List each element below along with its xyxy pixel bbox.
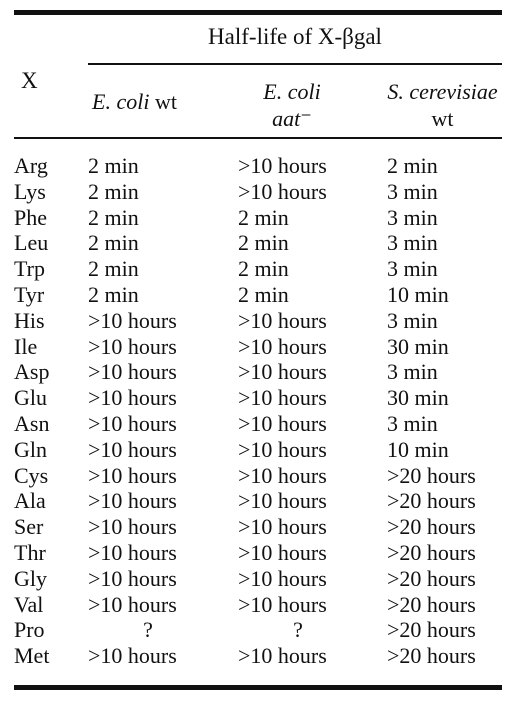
cell-ecoli-wt: 2 min	[88, 178, 139, 204]
cell-amino-acid: Phe	[14, 204, 47, 230]
table-row	[0, 256, 515, 282]
cell-ecoli-aat: >10 hours	[238, 410, 327, 436]
table-row	[0, 385, 515, 411]
cell-scerevisiae-wt: 30 min	[387, 385, 449, 411]
cell-amino-acid: Met	[14, 643, 50, 669]
cell-ecoli-aat: >10 hours	[238, 643, 327, 669]
cell-scerevisiae-wt: >20 hours	[387, 617, 476, 643]
cell-scerevisiae-wt: 3 min	[387, 307, 438, 333]
cell-ecoli-aat: 2 min	[238, 204, 289, 230]
table-row	[0, 282, 515, 308]
cell-ecoli-wt: >10 hours	[88, 385, 177, 411]
column-header-scerevisiae-wt	[380, 78, 505, 132]
column-header-organism: S. cerevisiae	[387, 79, 498, 104]
cell-ecoli-wt: 2 min	[88, 204, 139, 230]
cell-amino-acid: Ala	[14, 488, 46, 514]
cell-ecoli-aat: >10 hours	[238, 539, 327, 565]
header-rule	[14, 137, 502, 139]
cell-ecoli-aat: 2 min	[238, 281, 289, 307]
cell-ecoli-aat: >10 hours	[238, 488, 327, 514]
table-row	[0, 230, 515, 256]
cell-ecoli-aat: >10 hours	[238, 153, 327, 178]
cell-amino-acid: Ile	[14, 333, 38, 359]
cell-ecoli-aat: >10 hours	[238, 385, 327, 411]
cell-ecoli-wt: >10 hours	[88, 410, 177, 436]
cell-ecoli-aat: >10 hours	[238, 462, 327, 488]
cell-ecoli-wt: >10 hours	[88, 333, 177, 359]
cell-scerevisiae-wt: >20 hours	[387, 488, 476, 514]
cell-ecoli-aat: 2 min	[238, 230, 289, 256]
cell-scerevisiae-wt: 30 min	[387, 333, 449, 359]
cell-amino-acid: Tyr	[14, 281, 45, 307]
column-header-organism: E. coli	[263, 79, 321, 104]
cell-scerevisiae-wt: >20 hours	[387, 591, 476, 617]
cell-scerevisiae-wt: 3 min	[387, 359, 438, 385]
cell-scerevisiae-wt: 3 min	[387, 256, 438, 282]
table-row	[0, 308, 515, 334]
column-header-ecoli-wt	[78, 88, 212, 115]
cell-amino-acid: Lys	[14, 178, 46, 204]
cell-scerevisiae-wt: 3 min	[387, 410, 438, 436]
table-row	[0, 514, 515, 540]
cell-ecoli-wt: 2 min	[88, 256, 139, 282]
cell-amino-acid: Ser	[14, 514, 44, 540]
cell-ecoli-aat: >10 hours	[238, 307, 327, 333]
cell-ecoli-wt: >10 hours	[88, 462, 177, 488]
table-row	[0, 179, 515, 205]
table-body	[0, 153, 515, 669]
table-row	[0, 617, 515, 643]
table-row	[0, 334, 515, 360]
cell-ecoli-aat: ?	[293, 617, 303, 643]
table-row	[0, 205, 515, 231]
top-rule	[14, 10, 502, 15]
cell-ecoli-wt: >10 hours	[88, 565, 177, 591]
cell-scerevisiae-wt: 3 min	[387, 178, 438, 204]
cell-amino-acid: Asp	[14, 359, 50, 385]
table-row	[0, 153, 515, 179]
cell-scerevisiae-wt: >20 hours	[387, 539, 476, 565]
column-header-strain: wt	[431, 106, 454, 131]
cell-ecoli-aat: >10 hours	[238, 178, 327, 204]
cell-scerevisiae-wt: >20 hours	[387, 643, 476, 669]
cell-scerevisiae-wt: 10 min	[387, 281, 449, 307]
cell-amino-acid: Cys	[14, 462, 49, 488]
cell-ecoli-aat: >10 hours	[238, 591, 327, 617]
cell-scerevisiae-wt: 10 min	[387, 436, 449, 462]
cell-ecoli-wt: 2 min	[88, 153, 139, 178]
column-header-organism: E. coli	[92, 89, 150, 114]
cell-ecoli-wt: 2 min	[88, 230, 139, 256]
cell-ecoli-wt: ?	[143, 617, 153, 643]
cell-ecoli-aat: >10 hours	[238, 514, 327, 540]
table-row	[0, 592, 515, 618]
cell-ecoli-wt: 2 min	[88, 281, 139, 307]
table-row	[0, 643, 515, 669]
cell-ecoli-wt: >10 hours	[88, 591, 177, 617]
cell-ecoli-wt: >10 hours	[88, 436, 177, 462]
cell-ecoli-wt: >10 hours	[88, 359, 177, 385]
cell-amino-acid: Glu	[14, 385, 47, 411]
cell-amino-acid: Thr	[14, 539, 46, 565]
cell-ecoli-wt: >10 hours	[88, 514, 177, 540]
cell-amino-acid: Leu	[14, 230, 49, 256]
cell-amino-acid: Asn	[14, 410, 50, 436]
cell-scerevisiae-wt: >20 hours	[387, 462, 476, 488]
cell-ecoli-wt: >10 hours	[88, 539, 177, 565]
cell-amino-acid: Gly	[14, 565, 47, 591]
table-row	[0, 437, 515, 463]
cell-ecoli-aat: >10 hours	[238, 333, 327, 359]
cell-amino-acid: His	[14, 307, 45, 333]
cell-ecoli-wt: >10 hours	[88, 307, 177, 333]
cell-ecoli-aat: >10 hours	[238, 359, 327, 385]
cell-amino-acid: Trp	[14, 256, 45, 282]
table-row	[0, 566, 515, 592]
table-row	[0, 411, 515, 437]
cell-ecoli-wt: >10 hours	[88, 488, 177, 514]
cell-scerevisiae-wt: >20 hours	[387, 514, 476, 540]
column-header-strain: wt	[154, 89, 177, 114]
column-header-ecoli-aat	[232, 78, 352, 132]
cell-scerevisiae-wt: >20 hours	[387, 565, 476, 591]
row-header: X	[21, 68, 38, 93]
cell-scerevisiae-wt: 3 min	[387, 204, 438, 230]
cell-ecoli-wt: >10 hours	[88, 643, 177, 669]
bottom-rule	[14, 685, 502, 690]
cell-ecoli-aat: >10 hours	[238, 436, 327, 462]
cell-ecoli-aat: 2 min	[238, 256, 289, 282]
cell-amino-acid: Gln	[14, 436, 47, 462]
cell-scerevisiae-wt: 3 min	[387, 230, 438, 256]
column-header-strain: aat⁻	[272, 106, 312, 131]
group-header-rule	[88, 63, 502, 65]
cell-scerevisiae-wt: 2 min	[387, 153, 438, 178]
table-row	[0, 540, 515, 566]
cell-amino-acid: Val	[14, 591, 44, 617]
table-row	[0, 488, 515, 514]
group-header: Half-life of X-βgal	[208, 24, 382, 49]
table-row	[0, 359, 515, 385]
table-row	[0, 463, 515, 489]
cell-amino-acid: Arg	[14, 153, 48, 178]
cell-ecoli-aat: >10 hours	[238, 565, 327, 591]
cell-amino-acid: Pro	[14, 617, 45, 643]
